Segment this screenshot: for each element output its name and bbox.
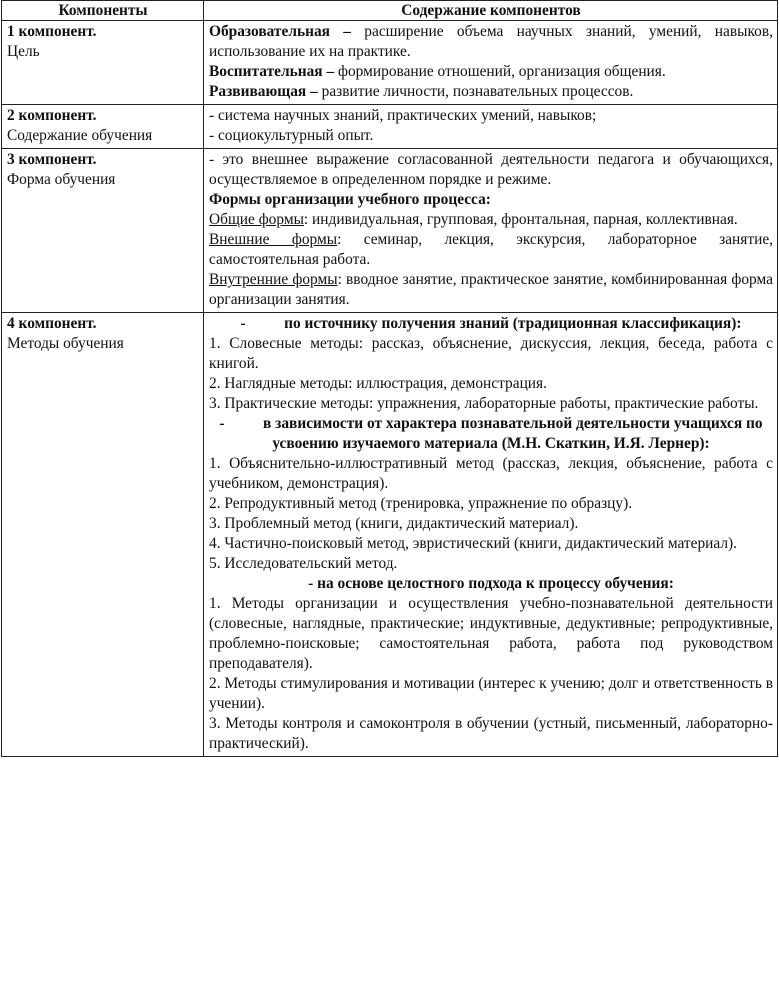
- component-title: 4 компонент.: [7, 315, 97, 332]
- component-name: Методы обучения: [7, 335, 124, 352]
- list-item: - система научных знаний, практических умений, навыков;: [209, 107, 597, 124]
- table-row: [2, 149, 778, 313]
- list-item: 1. Методы организации и осуществления учебно-познавательной деятельности (словесные, наглядные, практические; индуктивные, дедуктивные; репродуктивные, проблемно-поисковые; самостоятельная работа, работа под руководством преподавателя).: [209, 595, 773, 672]
- form-item: Общие формы: индивидуальная, групповая, фронтальная, парная, коллективная.: [209, 211, 738, 228]
- component-title: 2 компонент.: [7, 107, 97, 124]
- forms-subheading: Формы организации учебного процесса:: [209, 191, 491, 208]
- component-title: 1 компонент.: [7, 23, 97, 40]
- component-name: Цель: [7, 43, 40, 60]
- table-row: [2, 105, 778, 149]
- goal-item: Воспитательная – формирование отношений, организация общения.: [209, 63, 666, 80]
- component-name: Содержание обучения: [7, 127, 153, 144]
- list-item: 2. Репродуктивный метод (тренировка, упражнение по образцу).: [209, 495, 633, 512]
- component-cell: [2, 313, 204, 757]
- goal-item: Развивающая – развитие личности, познавательных процессов.: [209, 83, 634, 100]
- list-item: 1. Словесные методы: рассказ, объяснение, дискуссия, лекция, беседа, работа с книгой.: [209, 335, 773, 372]
- list-item: 4. Частично-поисковый метод, эвристический (книги, дидактический материал).: [209, 535, 737, 552]
- form-item: Внешние формы: семинар, лекция, экскурсия, лабораторное занятие, самостоятельная работа.: [209, 231, 773, 268]
- table-row: [2, 21, 778, 105]
- list-item: 3. Методы контроля и самоконтроля в обучении (устный, письменный, лабораторно-практический).: [209, 715, 773, 752]
- component-name: Форма обучения: [7, 171, 116, 188]
- list-item: 3. Практические методы: упражнения, лабораторные работы, практические работы.: [209, 395, 759, 412]
- component-title: 3 компонент.: [7, 151, 97, 168]
- method-group-heading: - на основе целостного подхода к процессу обучения:: [308, 575, 674, 592]
- component-cell: [2, 105, 204, 149]
- components-table: [1, 0, 778, 757]
- list-item: 3. Проблемный метод (книги, дидактический материал).: [209, 515, 579, 532]
- list-item: - социокультурный опыт.: [209, 127, 374, 144]
- list-item: 2. Методы стимулирования и мотивации (интерес к учению; долг и ответственность в учении).: [209, 675, 774, 712]
- list-item: 5. Исследовательский метод.: [209, 555, 398, 572]
- header-row: [2, 1, 778, 21]
- table-row: [2, 313, 778, 757]
- goal-item: Образовательная – расширение объема научных знаний, умений, навыков, использование их на практике.: [209, 23, 773, 60]
- component-cell: [2, 21, 204, 105]
- form-definition: - это внешнее выражение согласованной деятельности педагога и обучающихся, осуществляемое в определенном порядке и режиме.: [209, 151, 773, 188]
- method-group-heading: - по источнику получения знаний (традиционная классификация):: [240, 315, 742, 332]
- content-cell: [204, 149, 778, 313]
- content-cell: [204, 21, 778, 105]
- list-item: 2. Наглядные методы: иллюстрация, демонстрация.: [209, 375, 547, 392]
- method-group-heading: - в зависимости от характера познавательной деятельности учащихся по усвоению изучаемого материала (М.Н. Скаткин, И.Я. Лернер):: [219, 415, 767, 452]
- form-item: Внутренние формы: вводное занятие, практическое занятие, комбинированная форма организации занятия.: [209, 271, 773, 308]
- content-cell: [204, 313, 778, 757]
- header-content: Содержание компонентов: [204, 1, 778, 21]
- header-components: Компоненты: [2, 1, 204, 21]
- content-cell: [204, 105, 778, 149]
- component-cell: [2, 149, 204, 313]
- list-item: 1. Объяснительно-иллюстративный метод (рассказ, лекция, объяснение, работа с учебником, демонстрация).: [209, 455, 773, 492]
